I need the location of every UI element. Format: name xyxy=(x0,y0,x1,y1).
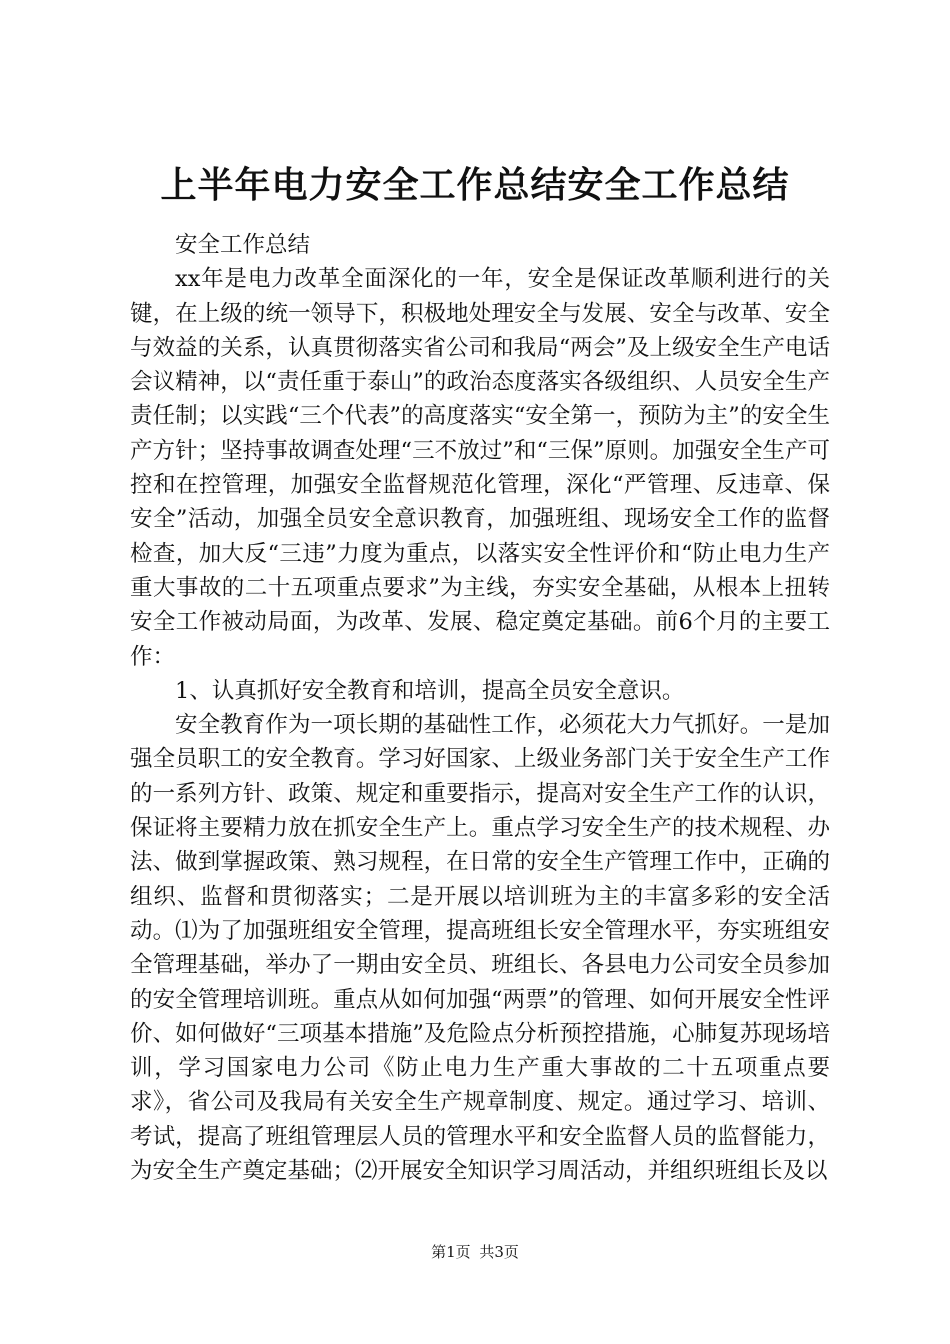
document-body xyxy=(130,228,830,1188)
section-heading: 安全工作总结 xyxy=(175,232,311,258)
page-total: 共3页 xyxy=(479,1243,519,1261)
document-title: 上半年电力安全工作总结安全工作总结 xyxy=(160,164,790,206)
page-footer xyxy=(0,1242,950,1262)
numbered-heading: 1、认真抓好安全教育和培训，提高全员安全意识。 xyxy=(175,677,685,704)
body-paragraph: xx年是电力改革全面深化的一年，安全是保证改革顺利进行的关键，在上级的统一领导下，积极地处理安全与发展、安全与改革、安全与效益的关系，认真贯彻落实省公司和我局“两会”及上级安全生产电话会议精神，以“责任重于泰山”的政治态度落实各级组织、人员安全生产责任制；以实践“三个代表”的高度落实“安全第一，预防为主”的安全生产方针；坚持事故调查处理“三不放过”和“三保”原则。加强安全生产可控和在控管理，加强安全监督规范化管理，深化“严管理、反违章、保安全”活动，加强全员安全意识教育，加强班组、现场安全工作的监督检查，加大反“三违”力度为重点，以落实安全性评价和“防止电力生产重大事故的二十五项重点要求”为主线，夯实安全基础，从根本上扭转安全工作被动局面，为改革、发展、稳定奠定基础。前6个月的主要工作： xyxy=(130,266,830,670)
page-number: 第1页 xyxy=(431,1243,471,1261)
body-paragraph: 安全教育作为一项长期的基础性工作，必须花大力气抓好。一是加强全员职工的安全教育。学习好国家、上级业务部门关于安全生产工作的一系列方针、政策、规定和重要指示，提高对安全生产工作的认识，保证将主要精力放在抓安全生产上。重点学习安全生产的技术规程、办法、做到掌握政策、熟习规程，在日常的安全生产管理工作中，正确的组织、监督和贯彻落实；二是开展以培训班为主的丰富多彩的安全活动。⑴为了加强班组安全管理，提高班组长安全管理水平，夯实班组安全管理基础，举办了一期由安全员、班组长、各县电力公司安全员参加的安全管理培训班。重点从如何加强“两票”的管理、如何开展安全性评价、如何做好“三项基本措施”及危险点分析预控措施，心肺复苏现场培训，学习国家电力公司《防止电力生产重大事故的二十五项重点要求》，省公司及我局有关安全生产规章制度、规定。通过学习、培训、考试，提高了班组管理层人员的管理水平和安全监督人员的监督能力，为安全生产奠定基础；⑵开展安全知识学习周活动，并组织班组长及以 xyxy=(130,712,830,1185)
